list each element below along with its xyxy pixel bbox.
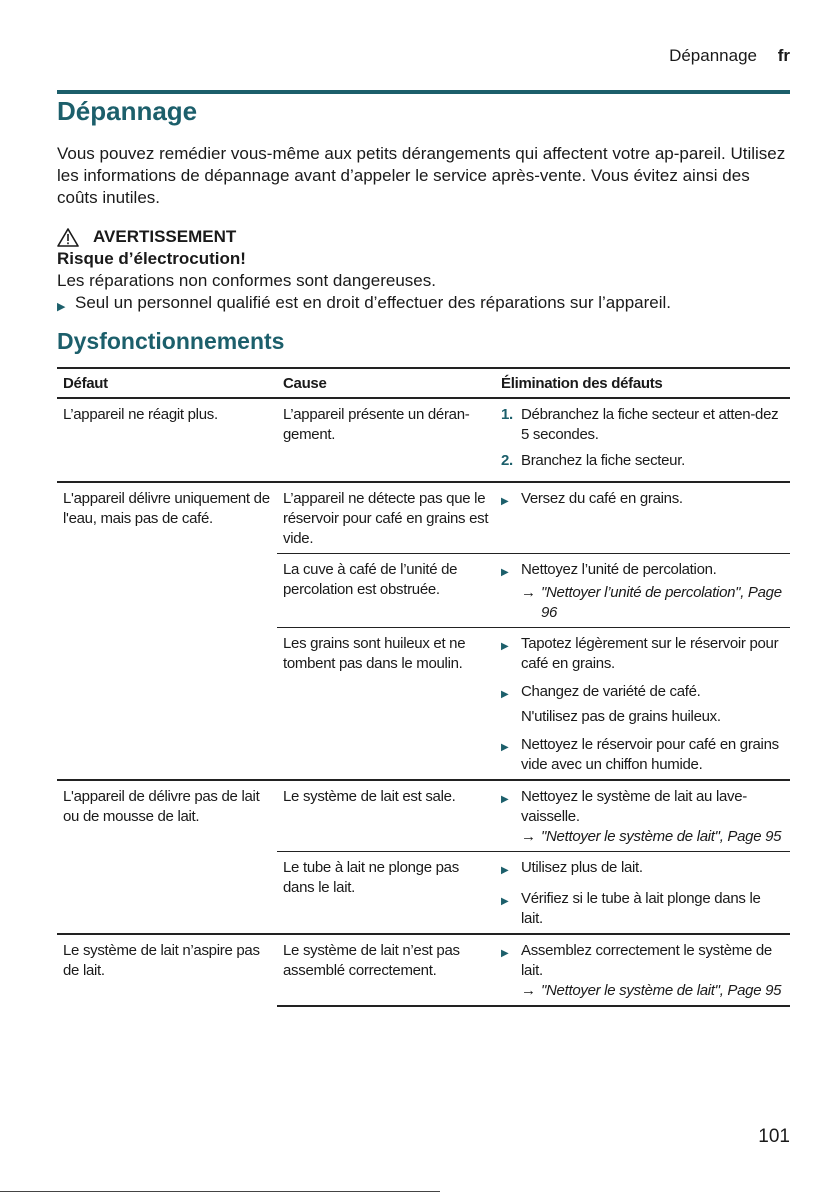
remedy-cell [495,780,790,852]
remedy-text: Utilisez plus de lait. [521,859,643,876]
header-language: fr [777,46,790,65]
running-header [669,46,790,66]
bullet-icon: ▶ [501,641,509,652]
remedy-cell [495,482,790,554]
remedy-cell [495,554,790,628]
remedy-text: Tapotez légèrement sur le réservoir pour café en grains. [521,635,779,672]
page-reference[interactable] [501,981,784,1001]
bullet-icon: ▶ [57,301,66,313]
step-number: 1. [501,406,513,423]
bullet-icon: ▶ [501,948,509,959]
cause-cell: Le système de lait n’est pas assemblé correctement. [277,934,495,1006]
warning-text: Les réparations non conformes sont dangereuses. [57,271,436,290]
arrow-right-icon: → [521,584,536,601]
step-number: 2. [501,452,513,469]
bullet-icon: ▶ [501,865,509,876]
page-reference[interactable] [501,583,784,623]
col-header-defaut: Défaut [57,368,277,398]
defaut-cell: L'appareil de délivre pas de lait ou de mousse de lait. [57,780,277,934]
bullet-icon: ▶ [501,689,509,700]
remedy-text: Nettoyez l’unité de percolation. [521,561,717,578]
intro-paragraph: Vous pouvez remédier vous-même aux petits dérangements qui affectent votre ap-pareil. Utilisez les informations de dépannage avant d’appeler le service après-vente. Vous évitez ainsi des coûts inutiles. [57,144,786,207]
page-title: Dépannage [57,96,198,126]
bullet-icon: ▶ [501,794,509,805]
remedy-text: Changez de variété de café. [521,683,701,700]
bullet-icon: ▶ [501,896,509,907]
remedy-cell [495,628,790,781]
header-section: Dépannage [669,46,757,65]
title-rule [57,90,790,94]
step-text: Débranchez la fiche secteur et atten-dez 5 secondes. [521,406,779,443]
defaut-cell: Le système de lait n’aspire pas de lait. [57,934,277,1006]
remedy-text: Nettoyez le réservoir pour café en grains vide avec un chiffon humide. [521,736,779,773]
section-title: Dysfonctionnements [57,328,285,354]
remedy-cell [495,398,790,482]
col-header-elimination: Élimination des défauts [495,368,790,398]
defaut-cell: L’appareil ne réagit plus. [63,406,218,423]
page-number: 101 [758,1126,790,1147]
page-reference[interactable] [501,827,784,847]
warning-block [57,226,797,318]
cause-cell: L’appareil ne détecte pas que le réservoir pour café en grains est vide. [277,482,495,554]
table-row [57,934,790,1006]
table-row [57,398,790,482]
troubleshooting-table [57,367,790,1007]
remedy-cell [495,852,790,935]
reference-link[interactable]: "Nettoyer le système de lait", Page 95 [541,982,782,999]
defaut-cell: L'appareil délivre uniquement de l'eau, mais pas de café. [57,482,277,780]
remedy-text: Vérifiez si le tube à lait plonge dans le lait. [521,890,761,927]
table-row [57,780,790,852]
cause-cell: Les grains sont huileux et ne tombent pas dans le moulin. [277,628,495,781]
warning-label: AVERTISSEMENT [93,227,237,246]
bullet-icon: ▶ [501,496,509,507]
arrow-right-icon: → [521,828,536,845]
remedy-text: Nettoyez le système de lait au lave-vaisselle. [521,788,747,825]
cause-cell: Le tube à lait ne plonge pas dans le lait. [277,852,495,935]
col-header-cause: Cause [277,368,495,398]
remedy-note: N'utilisez pas de grains huileux. [521,708,721,725]
table-row [57,482,790,554]
step-text: Branchez la fiche secteur. [521,452,685,469]
warning-bullet: Seul un personnel qualifié est en droit d’effectuer des réparations sur l’appareil. [75,293,671,312]
arrow-right-icon: → [521,982,536,999]
bullet-icon: ▶ [501,567,509,578]
reference-link[interactable]: "Nettoyer le système de lait", Page 95 [541,828,782,845]
cause-cell: Le système de lait est sale. [277,780,495,852]
remedy-text: Assemblez correctement le système de lait. [521,942,772,979]
bullet-icon: ▶ [501,742,509,753]
warning-subtitle: Risque d’électrocution! [57,249,246,268]
warning-icon [57,228,79,247]
remedy-cell [495,934,790,1006]
reference-link[interactable]: "Nettoyer l’unité de percolation", Page 96 [541,584,782,621]
cause-cell: La cuve à café de l’unité de percolation est obstruée. [277,554,495,628]
remedy-text: Versez du café en grains. [521,490,683,507]
cause-cell: L’appareil présente un déran-gement. [283,406,470,443]
